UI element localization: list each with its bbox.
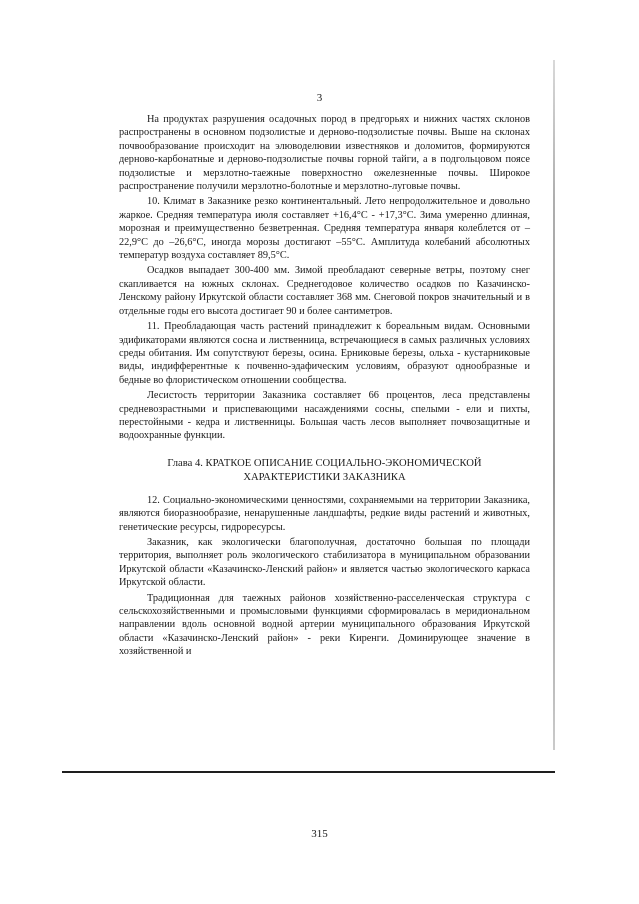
chapter-heading-line-1: Глава 4. КРАТКОЕ ОПИСАНИЕ СОЦИАЛЬНО-ЭКОНОМИЧЕСКОЙ — [167, 457, 482, 469]
document-body — [119, 113, 530, 661]
footer-rule — [62, 771, 555, 773]
paragraph-climate: 10. Климат в Заказнике резко континентальный. Лето непродолжительное и довольно жаркое. Средняя температура июля составляет +16,4°С - +17,3°С. Зима умеренно длинная, морозная и преимущественно безветренная. Средняя температура января колеблется от –22,9°С до –26,6°С, иногда морозы достигают –55°С. Амплитуда колебаний абсолютных температур воздуха составляет 89,5°С. — [119, 196, 530, 262]
chapter-heading — [119, 457, 530, 485]
page-number-bottom: 315 — [311, 828, 328, 840]
paragraph-socio-economic-values: 12. Социально-экономическими ценностями, сохраняемыми на территории Заказника, являются биоразнообразие, ненарушенные ландшафты, редкие виды растений и животных, генетические ресурсы, гидроресурсы. — [119, 494, 530, 533]
page-number-top: 3 — [316, 92, 323, 104]
paragraph-forest-cover: Лесистость территории Заказника составляет 66 процентов, леса представлены средневозрастными и приспевающими насаждениями сосны, спелыми - ели и пихты, перестойными - кедра и лиственницы. Большая часть лесов выполняет почвозащитные и водоохранные функции. — [119, 390, 530, 442]
scan-edge-shadow — [553, 60, 555, 750]
paragraph-ecological-role: Заказник, как экологически благополучная, достаточно большая по площади территория, выполняет роль экологического стабилизатора в муниципальном образовании Иркутской области «Казачинско-Ленский район» и является частью экологического каркаса Иркутской области. — [119, 536, 530, 589]
chapter-heading-line-2: ХАРАКТЕРИСТИКИ ЗАКАЗНИКА — [243, 471, 406, 483]
paragraph-vegetation: 11. Преобладающая часть растений принадлежит к бореальным видам. Основными эдификаторами являются сосна и лиственница, встречающиеся в самых различных условиях среды обитания. Им сопутствуют березы, осина. Ерниковые березы, ольха - кустарниковые виды, индифферентные к почвенно-эдафическим условиям, образуют однообразные и бедные во флористическом отношении сообщества. — [119, 321, 530, 386]
paragraph-settlement-structure: Традиционная для таежных районов хозяйственно-расселенческая структура с сельскохозяйственными и промысловыми функциями сформировалась в меридиональном направлении вдоль основной водной артерии муниципального образования Иркутской области «Казачинско-Ленский район» - реки Киренги. Доминирующее значение в хозяйственной и — [119, 592, 530, 658]
paragraph-soils: На продуктах разрушения осадочных пород в предгорьях и нижних частях склонов распространены в основном подзолистые и дерново-подзолистые почвы. Выше на склонах почвообразование происходит на элюводелювии известняков и доломитов, формируются дерново-карбонатные и дерново-подзолистые почвы горной тайги, а в подгольцовом поясе подзолистые и мерзлотно-таежные поверхностно ожелезненные почвы. Широкое распространение получили мерзлотно-болотные и мерзлотно-луговые почвы. — [119, 114, 530, 193]
paragraph-precipitation: Осадков выпадает 300-400 мм. Зимой преобладают северные ветры, поэтому снег скапливается на южных склонах. Среднегодовое количество осадков по Казачинско-Ленскому району Иркутской области составляет 368 мм. Снеговой покров значительный и в отдельные годы его высота достигает 90 и более сантиметров. — [119, 265, 530, 317]
